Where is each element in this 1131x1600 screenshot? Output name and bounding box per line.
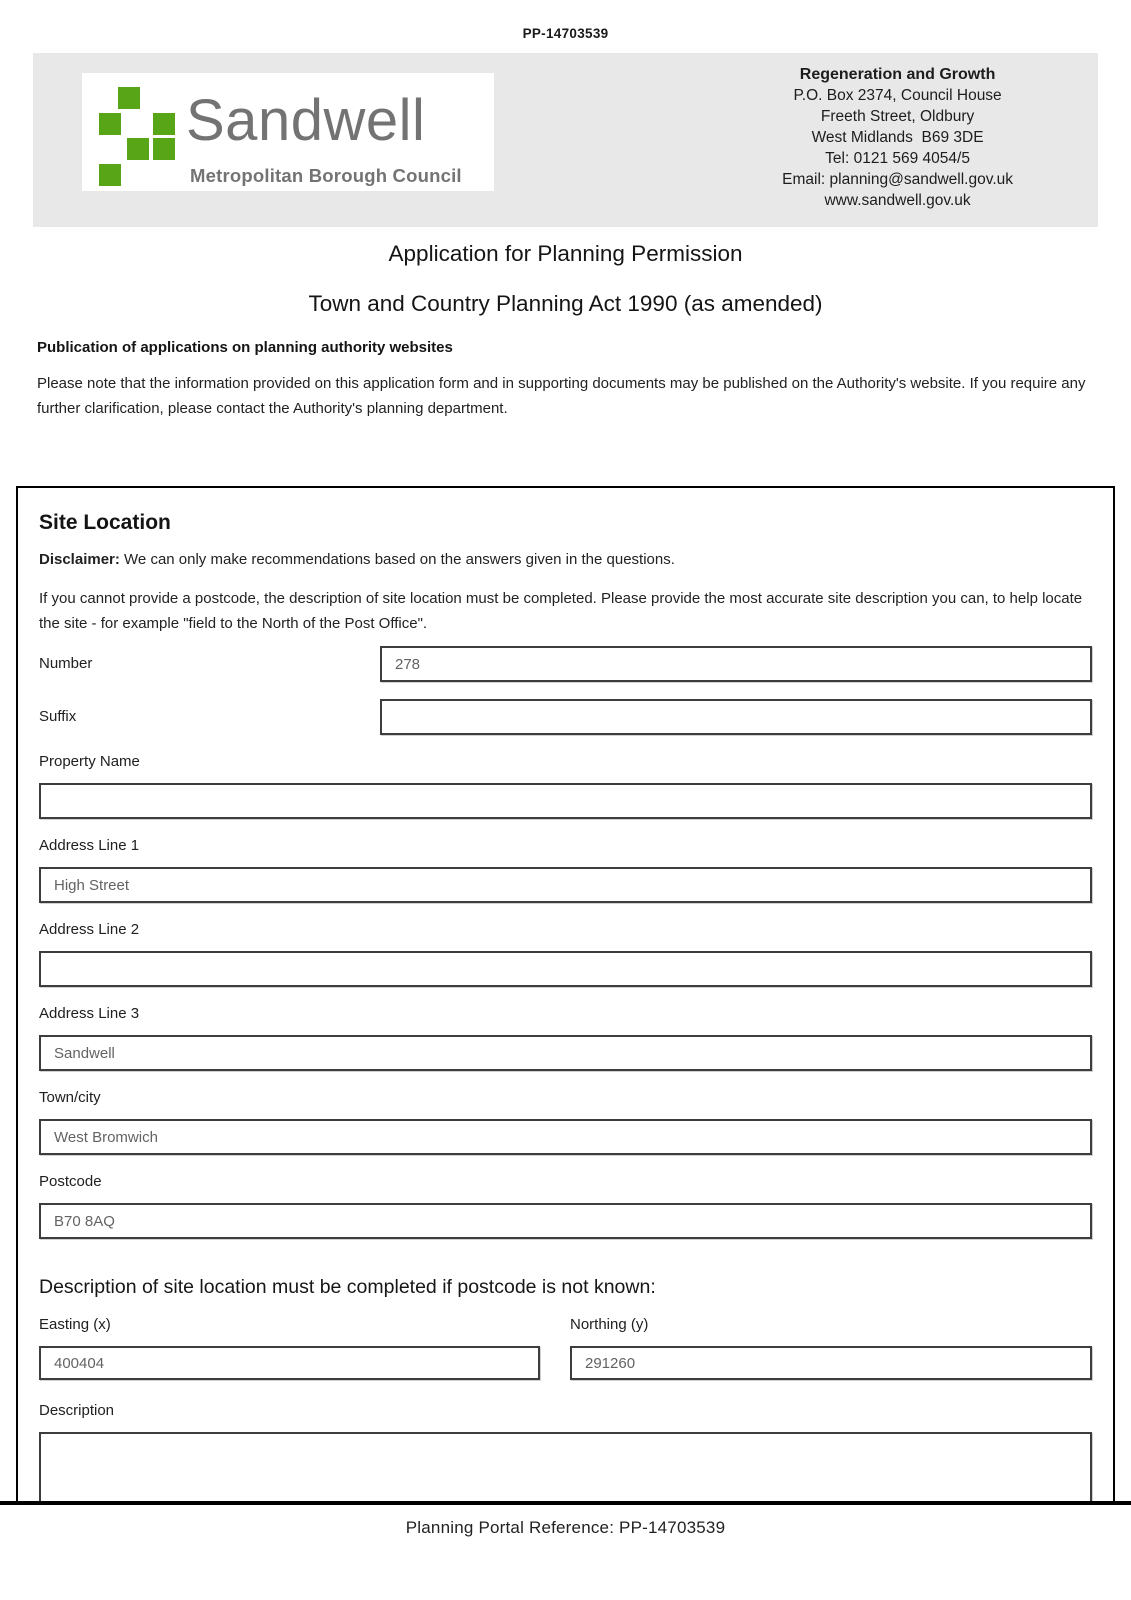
property-name-input[interactable] (39, 783, 1092, 819)
address-line-3-label: Address Line 3 (39, 1005, 140, 1022)
address-line-3-input[interactable] (39, 1035, 1092, 1071)
publication-heading: Publication of applications on planning authority websites (37, 339, 453, 356)
description-required-heading: Description of site location must be completed if postcode is not known: (39, 1276, 656, 1298)
logo-square-icon (153, 113, 175, 135)
address-line-1-label: Address Line 1 (39, 837, 140, 854)
contact-address-line: West Midlands B69 3DE (811, 129, 984, 146)
easting-field (39, 1316, 540, 1380)
northing-label: Northing (y) (570, 1316, 649, 1333)
logo-square-icon (127, 138, 149, 160)
logo-square-icon (153, 138, 175, 160)
address-line-1-input[interactable] (39, 867, 1092, 903)
sandwell-logo (82, 73, 494, 191)
contact-phone-line: Tel: 0121 569 4054/5 (825, 150, 970, 167)
page-break-divider (0, 1501, 1131, 1505)
page-title: Application for Planning Permission (388, 241, 743, 266)
logo-tagline-text: Metropolitan Borough Council (190, 165, 462, 186)
publication-text: Please note that the information provided on this application form and in supporting documents may be published on the Authority's website. If you require any further clarification, please contact the Authority's planning department. (37, 375, 1086, 417)
site-location-intro: If you cannot provide a postcode, the description of site location must be completed. Please provide the most accurate site description you can, to help locate the site - for example "field to the North of the Post Office". (39, 590, 1083, 632)
contact-website-line: www.sandwell.gov.uk (824, 192, 971, 209)
property-name-label: Property Name (39, 753, 140, 770)
description-label: Description (39, 1402, 115, 1419)
contact-department: Regeneration and Growth (799, 66, 996, 83)
page-subtitle: Town and Country Planning Act 1990 (as amended) (308, 291, 823, 316)
address-line-3-field (39, 1005, 1092, 1071)
address-line-2-field (39, 921, 1092, 987)
suffix-input[interactable] (380, 699, 1092, 735)
number-field (39, 646, 1092, 682)
property-name-field (39, 753, 1092, 819)
town-city-input[interactable] (39, 1119, 1092, 1155)
number-label: Number (39, 655, 93, 672)
easting-label: Easting (x) (39, 1316, 111, 1333)
disclaimer-body: We can only make recommendations based on the answers given in the questions. (119, 551, 675, 568)
postcode-field (39, 1173, 1092, 1239)
postcode-input[interactable] (39, 1203, 1092, 1239)
header-band (33, 53, 1098, 227)
footer-reference: Planning Portal Reference: PP-14703539 (405, 1518, 726, 1537)
easting-input[interactable] (39, 1346, 540, 1380)
contact-email-line: Email: planning@sandwell.gov.uk (782, 171, 1013, 188)
contact-address-line: Freeth Street, Oldbury (820, 108, 975, 125)
site-location-heading: Site Location (39, 511, 171, 534)
postcode-label: Postcode (39, 1173, 102, 1190)
address-line-2-label: Address Line 2 (39, 921, 140, 938)
contact-block (782, 64, 1013, 211)
suffix-field (39, 699, 1092, 735)
town-city-field (39, 1089, 1092, 1155)
site-location-section (16, 486, 1115, 1501)
coordinates-row (39, 1316, 1092, 1380)
disclaimer-label: Disclaimer: (39, 551, 120, 568)
northing-input[interactable] (570, 1346, 1092, 1380)
logo-name-text: Sandwell (186, 88, 426, 153)
town-city-label: Town/city (39, 1089, 101, 1106)
description-textarea[interactable] (39, 1432, 1092, 1501)
description-field (39, 1402, 1092, 1501)
northing-field (570, 1316, 1092, 1380)
logo-square-icon (99, 113, 121, 135)
disclaimer-text (39, 548, 1092, 572)
logo-square-icon (99, 164, 121, 186)
address-line-2-input[interactable] (39, 951, 1092, 987)
logo-square-icon (118, 87, 140, 109)
number-input[interactable] (380, 646, 1092, 682)
suffix-label: Suffix (39, 708, 77, 725)
contact-address-line: P.O. Box 2374, Council House (793, 87, 1002, 104)
document-reference-top: PP-14703539 (522, 26, 609, 41)
address-line-1-field (39, 837, 1092, 903)
